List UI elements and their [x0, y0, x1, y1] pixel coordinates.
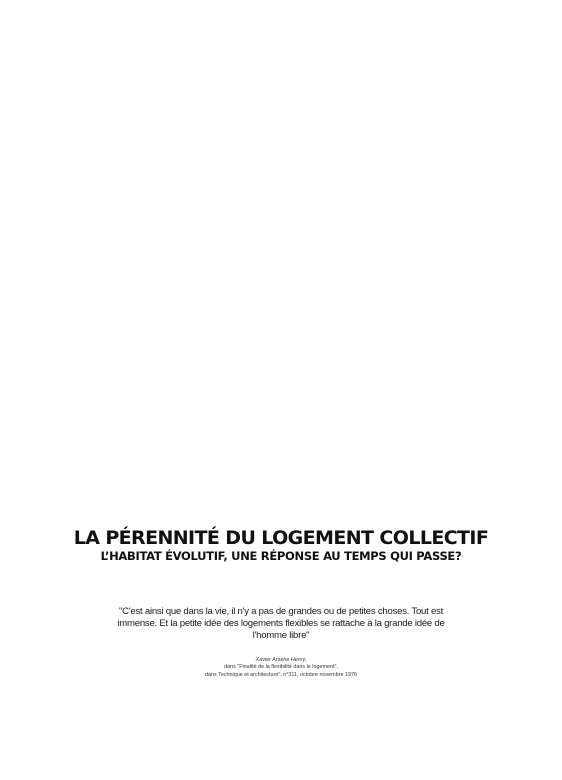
credit-source-line-1: dans "Finalité de la flexibilité dans le logement",: [224, 664, 338, 671]
quote-credit: [0, 657, 562, 679]
credit-author: Xavier Arsène Henry,: [255, 657, 307, 663]
credit-source-line-2: dans Technique et architecture", n°311, octobre novembre 1976: [205, 671, 357, 678]
quote-text: "C'est ainsi que dans la vie, il n'y a pas de grandes ou de petites choses. Tout est immense. Et la petite idée des logements flexibles se rattache à la grande idée de l'homme libre": [117, 606, 445, 641]
quote-block: [106, 606, 456, 642]
page-title: LA PÉRENNITÉ DU LOGEMENT COLLECTIF: [73, 527, 489, 549]
page-subtitle: L’HABITAT ÉVOLUTIF, UNE RÉPONSE AU TEMPS QUI PASSE?: [100, 549, 462, 563]
